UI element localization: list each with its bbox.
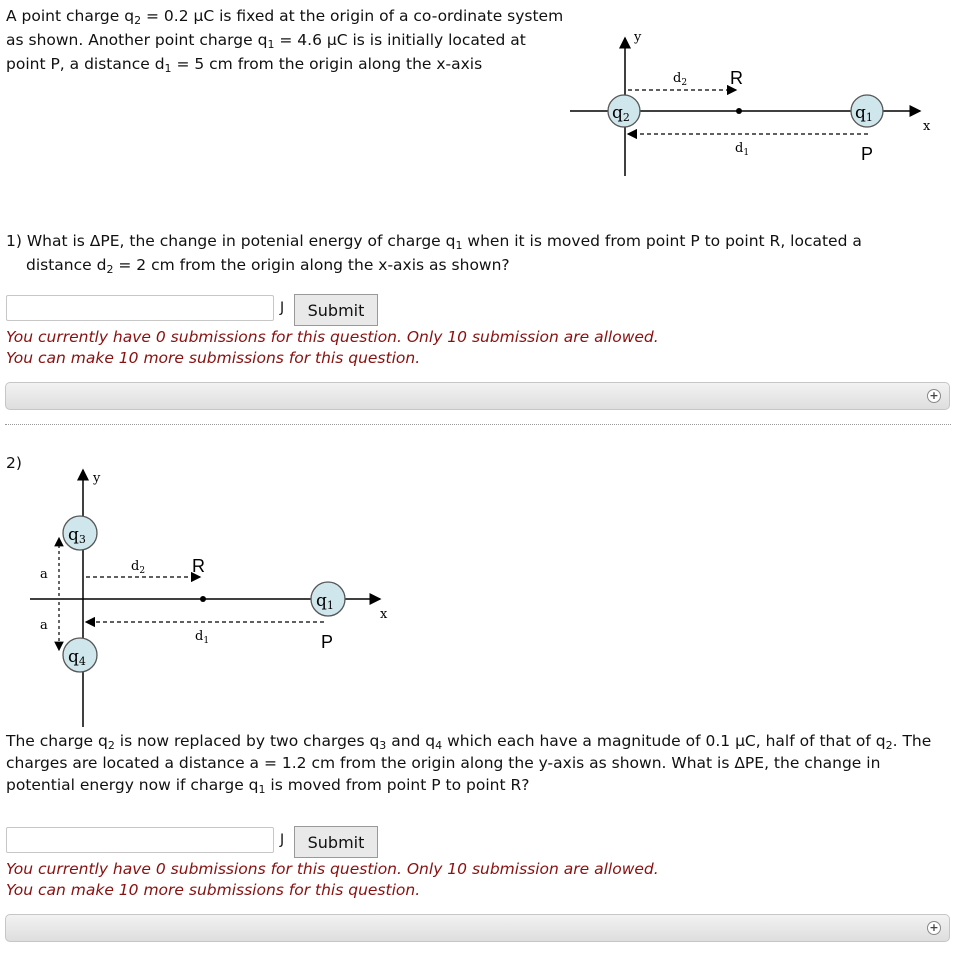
- intro-text: A point charge q: [6, 7, 135, 25]
- units-label-2: J: [280, 832, 285, 848]
- intro-text: = 4.6 μC is is initially located at point P, a distance d: [6, 31, 526, 73]
- question-2-text: [6, 730, 952, 796]
- d2-label: $d_2$: [131, 559, 146, 576]
- a-bottom-label: a: [40, 618, 48, 633]
- d2-label: $d_2$: [673, 71, 688, 88]
- q2-text: which each have a magnitude of 0.1 μC, half of that of q: [442, 732, 886, 750]
- answer-input-1[interactable]: [6, 295, 274, 321]
- submission-message-1: [6, 327, 659, 369]
- remaining-submissions-2: You can make 10 more submissions for this question.: [6, 881, 421, 899]
- submit-button-1[interactable]: Submit: [294, 294, 378, 326]
- expand-plus-icon[interactable]: +: [927, 389, 941, 403]
- q1-label: q1: [855, 103, 873, 124]
- d1-label: $d_1$: [735, 141, 750, 158]
- p-label: P: [861, 144, 874, 164]
- q2-text: is moved from point P to point R?: [265, 776, 530, 794]
- q2-sub: 4: [435, 739, 443, 752]
- q2-label: q2: [612, 103, 630, 124]
- hint-panel-1[interactable]: [5, 382, 950, 410]
- intro-text: = 5 cm from the origin along the x-axis: [171, 55, 483, 73]
- problem-intro: [6, 4, 566, 76]
- q2-sub: 1: [258, 783, 266, 796]
- q1-label: q1: [316, 591, 334, 612]
- q1-sub: 1: [455, 239, 463, 252]
- answer-input-2[interactable]: [6, 827, 274, 853]
- point-r: [736, 108, 742, 114]
- q2-sub: 2: [107, 739, 115, 752]
- x-axis-label: x: [380, 607, 388, 622]
- q2-sub: 2: [885, 739, 893, 752]
- q1-text: when it is moved from point P to point R, located a: [462, 232, 862, 250]
- y-axis-label: y: [634, 30, 642, 45]
- submission-count-2: You currently have 0 submissions for this question. Only 10 submission are allowed.: [6, 860, 659, 878]
- remaining-submissions-1: You can make 10 more submissions for this question.: [6, 349, 421, 367]
- q1-text: 1) What is ΔPE, the change in potenial energy of charge q: [6, 232, 456, 250]
- x-axis-label: x: [923, 119, 931, 134]
- q2-sub: 3: [379, 739, 387, 752]
- r-label: R: [192, 556, 205, 576]
- q2-text: is now replaced by two charges q: [114, 732, 380, 750]
- submission-count-1: You currently have 0 submissions for this question. Only 10 submission are allowed.: [6, 328, 659, 346]
- d1-label: $d_1$: [195, 629, 210, 646]
- expand-plus-icon[interactable]: +: [927, 921, 941, 935]
- q1-text: distance d: [26, 256, 107, 274]
- q2-text: The charge q: [6, 732, 108, 750]
- units-label-1: J: [280, 300, 285, 316]
- hint-panel-2[interactable]: [5, 914, 950, 942]
- question-2-number: 2): [6, 454, 22, 472]
- y-axis-label: y: [93, 471, 101, 486]
- submit-button-2[interactable]: Submit: [294, 826, 378, 858]
- q1-sub: 2: [106, 263, 114, 276]
- diagram-1: [568, 26, 948, 186]
- a-top-label: a: [40, 567, 48, 582]
- q2-text: and q: [386, 732, 436, 750]
- question-1-text: [6, 229, 946, 277]
- q2-text: . The charges are located a distance a = 1.2 cm from the origin along the y-axis as shown. What is ΔPE, the change in potential energy now if charge q: [6, 732, 932, 794]
- submission-message-2: [6, 859, 659, 901]
- r-label: R: [730, 68, 743, 88]
- q4-label: q4: [68, 647, 86, 668]
- intro-sub: 2: [134, 14, 142, 27]
- p-label: P: [321, 632, 334, 652]
- intro-sub: 1: [164, 62, 172, 75]
- intro-text: = 0.2 μC is fixed at the origin of a co-ordinate system as shown. Another point charge q: [6, 7, 564, 49]
- intro-sub: 1: [267, 38, 275, 51]
- q3-label: q3: [68, 525, 86, 546]
- section-divider: [5, 424, 951, 425]
- point-r: [200, 596, 206, 602]
- q1-text: = 2 cm from the origin along the x-axis as shown?: [113, 256, 510, 274]
- diagram-2: [28, 462, 398, 732]
